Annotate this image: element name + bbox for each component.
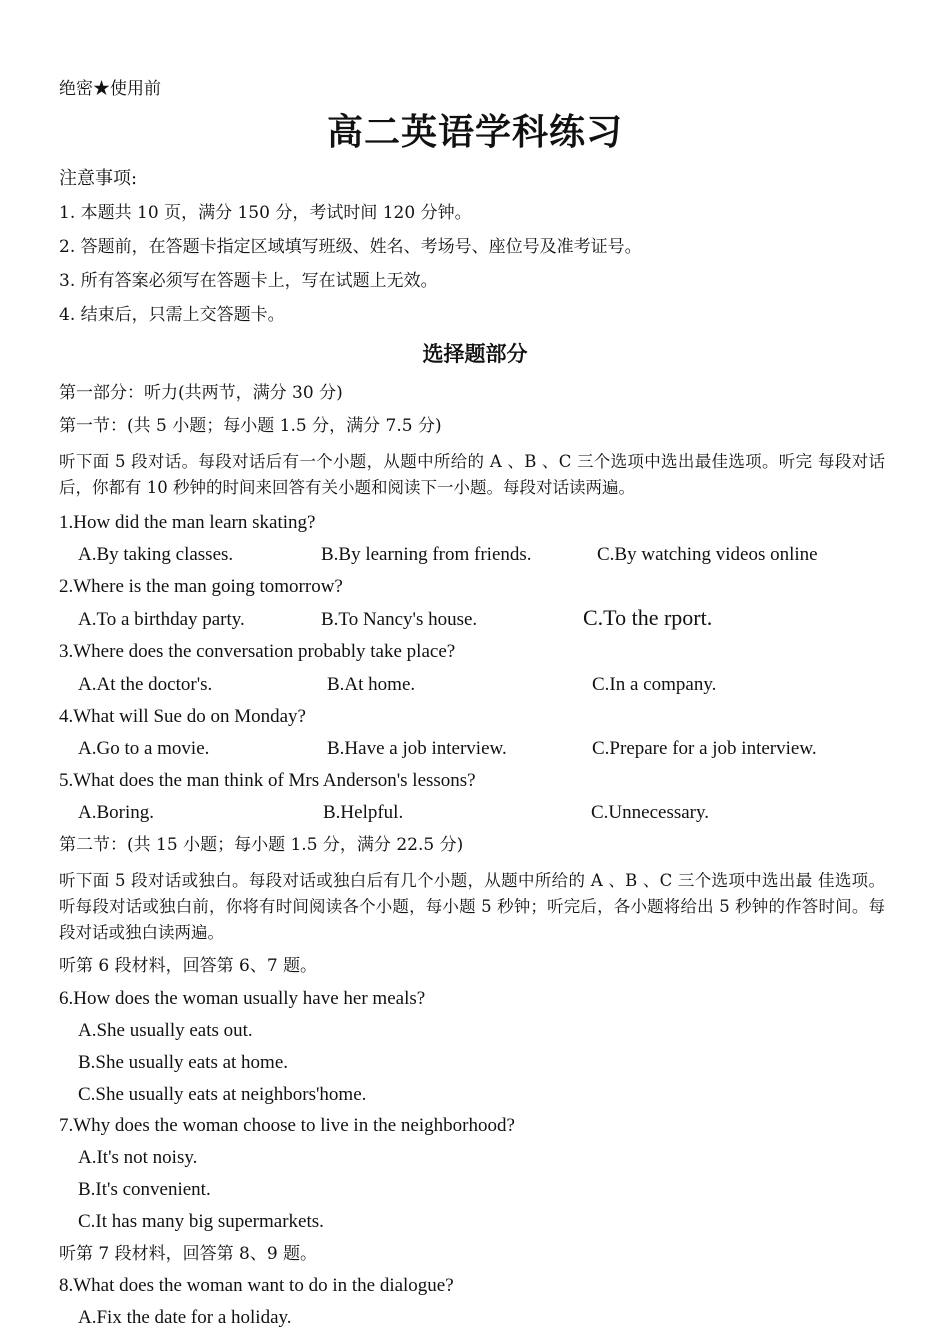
q4-option-a: A.Go to a movie.: [78, 738, 210, 759]
q3-option-c: C.In a company.: [592, 674, 717, 695]
section-title: 选择题部分: [422, 341, 528, 366]
q5-option-b: B.Helpful.: [323, 802, 404, 823]
part1-title: 第一部分：听力(共两节，满分 30 分): [59, 383, 343, 403]
confidential-label: 绝密★使用前: [59, 79, 161, 99]
notes-heading: 注意事项:: [59, 168, 138, 189]
note-item: 3. 所有答案必须写在答题卡上，写在试题上无效。: [59, 271, 438, 291]
q3-option-b: B.At home.: [327, 674, 416, 695]
material-6-instruction: 听第 6 段材料，回答第 6、7 题。: [59, 956, 318, 976]
section2-title: 第二节：(共 15 小题；每小题 1.5 分，满分 22.5 分): [59, 835, 464, 855]
q6-option-a: A.She usually eats out.: [78, 1020, 253, 1041]
page-title: 高二英语学科练习: [326, 111, 623, 153]
note-item: 2. 答题前，在答题卡指定区域填写班级、姓名、考场号、座位号及准考证号。: [59, 237, 642, 257]
q1-option-b: B.By learning from friends.: [321, 544, 532, 565]
section1-instructions: 听下面 5 段对话。每段对话后有一个小题，从题中所给的 A 、B 、C 三个选项中选出最佳选项。听完 每段对话后，你都有 10 秒钟的时间来回答有关小题和阅读下一小题。每段对话读两遍。: [59, 452, 885, 497]
note-item: 1. 本题共 10 页，满分 150 分，考试时间 120 分钟。: [59, 203, 472, 223]
note-item: 4. 结束后，只需上交答题卡。: [59, 305, 285, 325]
question-3: 3.Where does the conversation probably take place?: [59, 641, 456, 662]
q7-option-c: C.It has many big supermarkets.: [78, 1211, 324, 1232]
q5-option-a: A.Boring.: [78, 802, 154, 823]
material-7-instruction: 听第 7 段材料，回答第 8、9 题。: [59, 1244, 318, 1264]
question-7: 7.Why does the woman choose to live in the neighborhood?: [59, 1115, 515, 1136]
q7-option-b: B.It's convenient.: [78, 1179, 211, 1200]
section1-title: 第一节：(共 5 小题；每小题 1.5 分，满分 7.5 分): [59, 416, 442, 436]
section2-instructions: 听下面 5 段对话或独白。每段对话或独白后有几个小题，从题中所给的 A 、B 、C 三个选项中选出最 佳选项。听每段对话或独白前，你将有时间阅读各个小题，每小题 5 秒钟；听完后，各小题将给出 5 秒钟的作答时间。每段对话或独白读两遍。: [59, 871, 885, 942]
q1-option-c: C.By watching videos online: [597, 544, 818, 565]
q7-option-a: A.It's not noisy.: [78, 1147, 198, 1168]
q8-option-a: A.Fix the date for a holiday.: [78, 1307, 292, 1328]
q4-option-c: C.Prepare for a job interview.: [592, 738, 817, 759]
q2-option-b: B.To Nancy's house.: [321, 609, 478, 630]
q4-option-b: B.Have a job interview.: [327, 738, 507, 759]
question-8: 8.What does the woman want to do in the dialogue?: [59, 1275, 454, 1296]
question-1: 1.How did the man learn skating?: [59, 512, 316, 533]
question-4: 4.What will Sue do on Monday?: [59, 706, 306, 727]
q2-option-c: C.To the rport.: [583, 605, 713, 630]
q2-option-a: A.To a birthday party.: [78, 609, 245, 630]
q1-option-a: A.By taking classes.: [78, 544, 234, 565]
question-5: 5.What does the man think of Mrs Anderson's lessons?: [59, 770, 476, 791]
q6-option-b: B.She usually eats at home.: [78, 1052, 289, 1073]
question-2: 2.Where is the man going tomorrow?: [59, 576, 343, 597]
question-6: 6.How does the woman usually have her meals?: [59, 988, 426, 1009]
q6-option-c: C.She usually eats at neighbors'home.: [78, 1084, 367, 1105]
q5-option-c: C.Unnecessary.: [591, 802, 710, 823]
q3-option-a: A.At the doctor's.: [78, 674, 213, 695]
